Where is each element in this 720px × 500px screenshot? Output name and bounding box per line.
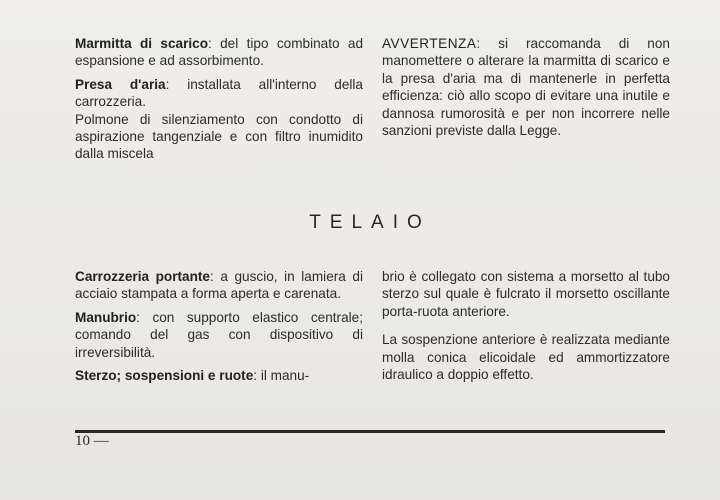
suspension-paragraph: La sospenzione anteriore è realizzata mediante molla conica elicoidale ed ammortizzatore idraulico a doppio effetto. [382,332,670,383]
steering-paragraph [75,367,363,384]
air-intake-description: : installata all'interno della carrozzeria. [75,76,363,110]
body-paragraph [75,268,363,303]
warning-section [382,35,670,145]
exhaust-description: : del tipo combinato ad espansione e ad assorbimento. [75,36,364,69]
handlebar-clamp-paragraph: brio è collegato con sistema a morsetto al tubo sterzo sul quale è fulcrato il morsetto oscillante porta-ruota anteriore. [382,269,670,319]
warning-description: : si raccomanda di non manomettere o alterare la marmitta di scarico e la presa d'aria ma di mantenerle in perfetta efficienza: ciò allo scopo di evitare una inutile e dannosa rumorosità e per non incorrere nelle sanzioni previste dalla Legge. [382,36,670,139]
exhaust-paragraph [75,35,363,70]
exhaust-term: Marmitta di scarico [75,36,209,51]
air-intake-paragraph [75,76,363,111]
handlebar-description: : con supporto elastico centrale; comando del gas con dispositivo di irreversibilità. [75,309,363,360]
footer-divider [75,430,665,433]
warning-paragraph [382,35,670,139]
silencer-paragraph: Polmone di silenziamento con condotto di aspirazione tangenziale e con filtro inumidito dalla miscela [75,111,363,162]
exhaust-section [75,35,363,169]
chassis-right-column [382,268,670,389]
handlebar-paragraph [75,309,363,361]
body-description: : a guscio, in lamiera di acciaio stampata a forma aperta e carenata. [75,269,363,302]
steering-term: Sterzo; sospensioni e ruote [75,368,254,384]
warning-term: AVVERTENZA [382,36,477,51]
air-intake-term: Presa d'aria [75,76,166,92]
handlebar-term: Manubrio [75,309,137,325]
section-title: TELAIO [309,212,431,233]
page-number: 10 — [75,433,109,449]
chassis-left-column [75,268,363,390]
body-term: Carrozzeria portante [75,269,210,284]
steering-description: : il manu- [253,368,310,384]
